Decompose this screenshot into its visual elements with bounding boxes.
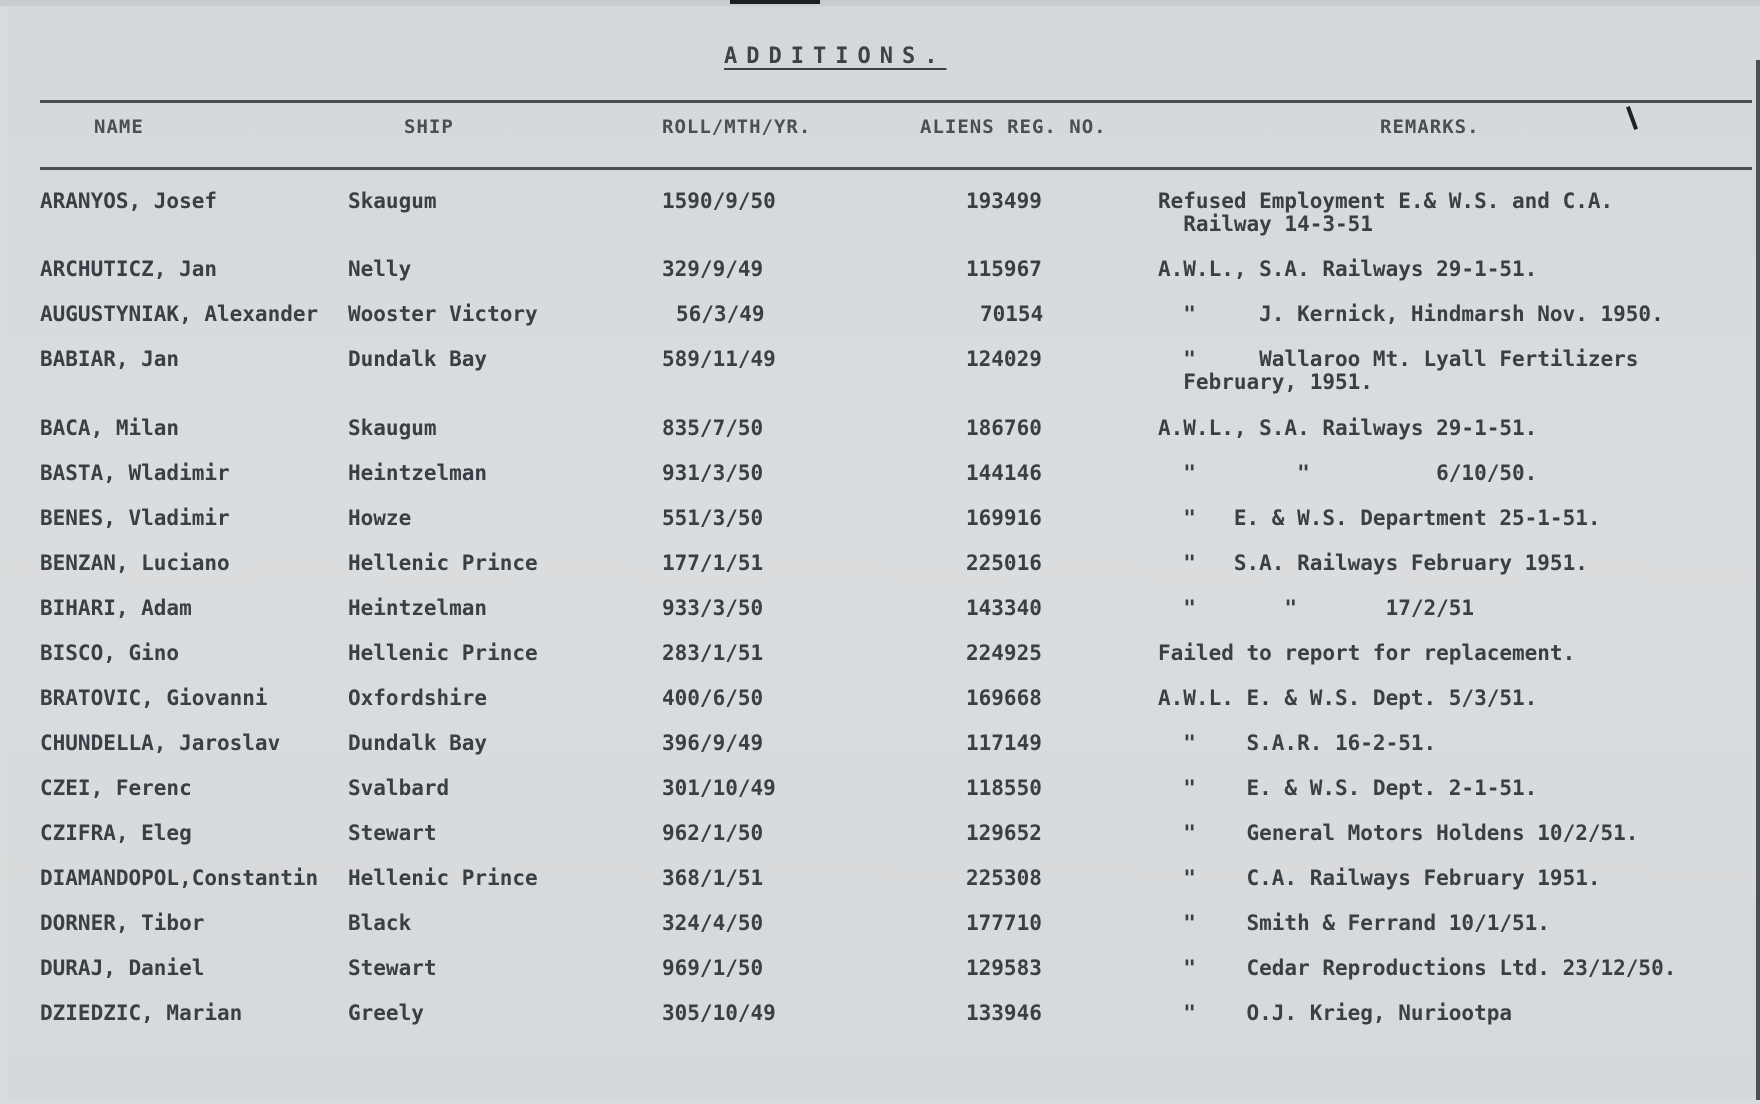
row-roll: 324/4/50 <box>662 911 764 935</box>
row-name: DIAMANDOPOL,Constantin <box>40 866 319 890</box>
row-ship: Heintzelman <box>348 461 488 485</box>
row-name: CZIFRA, Eleg <box>40 821 192 845</box>
row-name: CHUNDELLA, Jaroslav <box>40 731 281 755</box>
row-ship: Stewart <box>348 821 437 845</box>
header-top-rule <box>40 100 1752 103</box>
row-ship: Wooster Victory <box>348 302 538 326</box>
row-reg: 186760 <box>966 416 1042 440</box>
row-roll: 400/6/50 <box>662 686 764 710</box>
row-ship: Hellenic Prince <box>348 866 538 890</box>
row-roll: 835/7/50 <box>662 416 764 440</box>
row-reg: 124029 <box>966 347 1042 371</box>
row-roll: 933/3/50 <box>662 596 764 620</box>
row-roll: 931/3/50 <box>662 461 764 485</box>
row-name: BENES, Vladimir <box>40 506 230 530</box>
sheet-right-edge <box>1756 60 1760 1100</box>
row-roll: 283/1/51 <box>662 641 764 665</box>
row-reg: 169916 <box>966 506 1042 530</box>
row-roll: 301/10/49 <box>662 776 776 800</box>
row-remarks: " Cedar Reproductions Ltd. 23/12/50. <box>1158 956 1677 980</box>
row-remarks: " S.A.R. 16-2-51. <box>1158 731 1437 755</box>
row-reg: 118550 <box>966 776 1042 800</box>
row-reg: 193499 <box>966 189 1042 213</box>
row-remarks: " J. Kernick, Hindmarsh Nov. 1950. <box>1158 302 1664 326</box>
row-remarks: " General Motors Holdens 10/2/51. <box>1158 821 1639 845</box>
row-reg: 225016 <box>966 551 1042 575</box>
row-name: BACA, Milan <box>40 416 180 440</box>
row-reg: 169668 <box>966 686 1042 710</box>
row-ship: Howze <box>348 506 412 530</box>
row-reg: 117149 <box>966 731 1042 755</box>
row-remarks: " S.A. Railways February 1951. <box>1158 551 1588 575</box>
row-ship: Dundalk Bay <box>348 731 488 755</box>
row-remarks: " O.J. Krieg, Nuriootpa <box>1158 1001 1513 1025</box>
row-remarks: " " 17/2/51 <box>1158 596 1475 620</box>
row-reg: 115967 <box>966 257 1042 281</box>
row-reg: 129583 <box>966 956 1042 980</box>
row-remarks: " Smith & Ferrand 10/1/51. <box>1158 911 1550 935</box>
row-ship: Stewart <box>348 956 437 980</box>
row-ship: Oxfordshire <box>348 686 488 710</box>
row-name: BRATOVIC, Giovanni <box>40 686 268 710</box>
row-ship: Hellenic Prince <box>348 641 538 665</box>
header-reg: ALIENS REG. NO. <box>920 116 1107 138</box>
row-name: AUGUSTYNIAK, Alexander <box>40 302 319 326</box>
row-name: ARANYOS, Josef <box>40 189 218 213</box>
header-name: NAME <box>94 116 144 138</box>
row-ship: Hellenic Prince <box>348 551 538 575</box>
top-tab-mark <box>730 0 820 4</box>
row-remarks: A.W.L., S.A. Railways 29-1-51. <box>1158 257 1538 281</box>
row-roll: 305/10/49 <box>662 1001 776 1025</box>
row-roll: 551/3/50 <box>662 506 764 530</box>
row-roll: 56/3/49 <box>676 302 765 326</box>
row-remarks: " E. & W.S. Dept. 2-1-51. <box>1158 776 1538 800</box>
header-bottom-rule <box>40 167 1752 170</box>
header-roll: ROLL/MTH/YR. <box>662 116 812 138</box>
row-remarks: Refused Employment E.& W.S. and C.A. Railway 14-3-51 <box>1158 189 1614 236</box>
header-remarks: REMARKS. <box>1380 116 1480 138</box>
row-ship: Nelly <box>348 257 412 281</box>
row-name: BABIAR, Jan <box>40 347 180 371</box>
header-ship: SHIP <box>404 116 454 138</box>
row-roll: 1590/9/50 <box>662 189 776 213</box>
row-ship: Black <box>348 911 412 935</box>
row-ship: Svalbard <box>348 776 450 800</box>
row-reg: 133946 <box>966 1001 1042 1025</box>
row-name: ARCHUTICZ, Jan <box>40 257 218 281</box>
row-name: CZEI, Ferenc <box>40 776 192 800</box>
row-reg: 177710 <box>966 911 1042 935</box>
row-ship: Skaugum <box>348 416 437 440</box>
row-remarks: " E. & W.S. Department 25-1-51. <box>1158 506 1601 530</box>
row-name: DORNER, Tibor <box>40 911 205 935</box>
row-roll: 969/1/50 <box>662 956 764 980</box>
document-title: ADDITIONS. <box>724 44 947 69</box>
row-reg: 225308 <box>966 866 1042 890</box>
row-reg: 129652 <box>966 821 1042 845</box>
row-roll: 368/1/51 <box>662 866 764 890</box>
row-remarks: " C.A. Railways February 1951. <box>1158 866 1601 890</box>
row-roll: 396/9/49 <box>662 731 764 755</box>
row-ship: Dundalk Bay <box>348 347 488 371</box>
row-name: DURAJ, Daniel <box>40 956 205 980</box>
row-reg: 70154 <box>980 302 1044 326</box>
row-roll: 177/1/51 <box>662 551 764 575</box>
row-roll: 329/9/49 <box>662 257 764 281</box>
row-remarks: Failed to report for replacement. <box>1158 641 1576 665</box>
row-reg: 224925 <box>966 641 1042 665</box>
row-remarks: " " 6/10/50. <box>1158 461 1538 485</box>
row-name: BISCO, Gino <box>40 641 180 665</box>
row-name: BENZAN, Luciano <box>40 551 230 575</box>
row-ship: Greely <box>348 1001 424 1025</box>
row-ship: Heintzelman <box>348 596 488 620</box>
row-reg: 143340 <box>966 596 1042 620</box>
row-name: BIHARI, Adam <box>40 596 192 620</box>
row-roll: 589/11/49 <box>662 347 776 371</box>
row-name: DZIEDZIC, Marian <box>40 1001 243 1025</box>
row-name: BASTA, Wladimir <box>40 461 230 485</box>
row-ship: Skaugum <box>348 189 437 213</box>
row-remarks: A.W.L. E. & W.S. Dept. 5/3/51. <box>1158 686 1538 710</box>
row-reg: 144146 <box>966 461 1042 485</box>
row-remarks: " Wallaroo Mt. Lyall Fertilizers February, 1951. <box>1183 347 1639 394</box>
row-roll: 962/1/50 <box>662 821 764 845</box>
row-remarks: A.W.L., S.A. Railways 29-1-51. <box>1158 416 1538 440</box>
